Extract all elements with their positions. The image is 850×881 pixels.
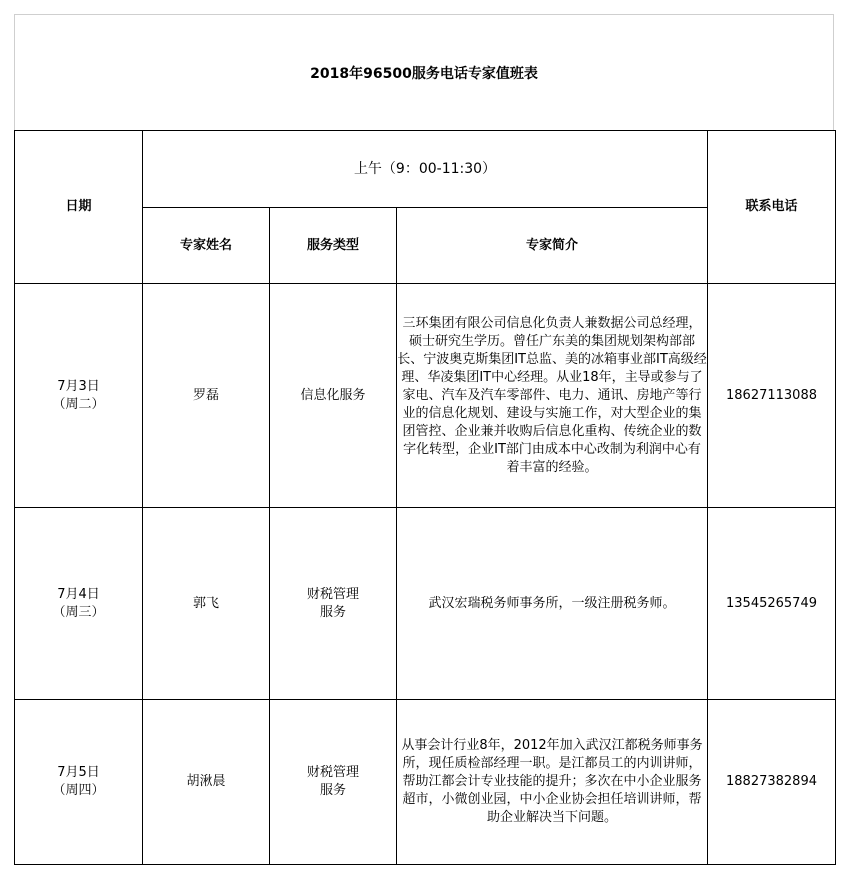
row-expert-name: 郭飞 — [143, 508, 270, 700]
header-service-type: 服务类型 — [270, 208, 397, 284]
table-row — [15, 284, 836, 508]
row-expert-intro: 武汉宏瑞税务师事务所，一级注册税务师。 — [397, 508, 708, 700]
row-service-type: 财税管理 服务 — [270, 508, 397, 700]
row-date: 7月4日 （周三） — [15, 508, 143, 700]
header-expert-name: 专家姓名 — [143, 208, 270, 284]
row-expert-intro: 从事会计行业8年，2012年加入武汉江都税务师事务所，现任质检部经理一职。是江都员工的内训讲师，帮助江都会计专业技能的提升；多次在中小企业服务超市，小微创业园，中小企业协会担任培训讲师，帮助企业解决当下问题。 — [397, 700, 708, 865]
row-service-type: 信息化服务 — [270, 284, 397, 508]
row-date: 7月5日 （周四） — [15, 700, 143, 865]
header-expert-intro: 专家简介 — [397, 208, 708, 284]
page-title: 2018年96500服务电话专家值班表 — [14, 14, 834, 130]
row-service-type: 财税管理 服务 — [270, 700, 397, 865]
row-phone: 13545265749 — [708, 508, 836, 700]
table-row — [15, 508, 836, 700]
row-phone: 18627113088 — [708, 284, 836, 508]
duty-schedule-table — [14, 130, 836, 865]
row-date: 7月3日 （周二） — [15, 284, 143, 508]
table-row — [15, 700, 836, 865]
header-session: 上午（9：00-11:30） — [143, 131, 708, 208]
header-date: 日期 — [15, 131, 143, 284]
header-phone: 联系电话 — [708, 131, 836, 284]
row-expert-intro: 三环集团有限公司信息化负责人兼数据公司总经理，硕士研究生学历。曾任广东美的集团规划架构部部长、宁波奥克斯集团IT总监、美的冰箱事业部IT高级经理、华凌集团IT中心经理。从业18年，主导或参与了家电、汽车及汽车零部件、电力、通讯、房地产等行业的信息化规划、建设与实施工作，对大型企业的集团管控、企业兼并收购后信息化重构、传统企业的数字化转型，企业IT部门由成本中心改制为利润中心有着丰富的经验。 — [397, 284, 708, 508]
row-phone: 18827382894 — [708, 700, 836, 865]
row-expert-name: 胡湫晨 — [143, 700, 270, 865]
row-expert-name: 罗磊 — [143, 284, 270, 508]
